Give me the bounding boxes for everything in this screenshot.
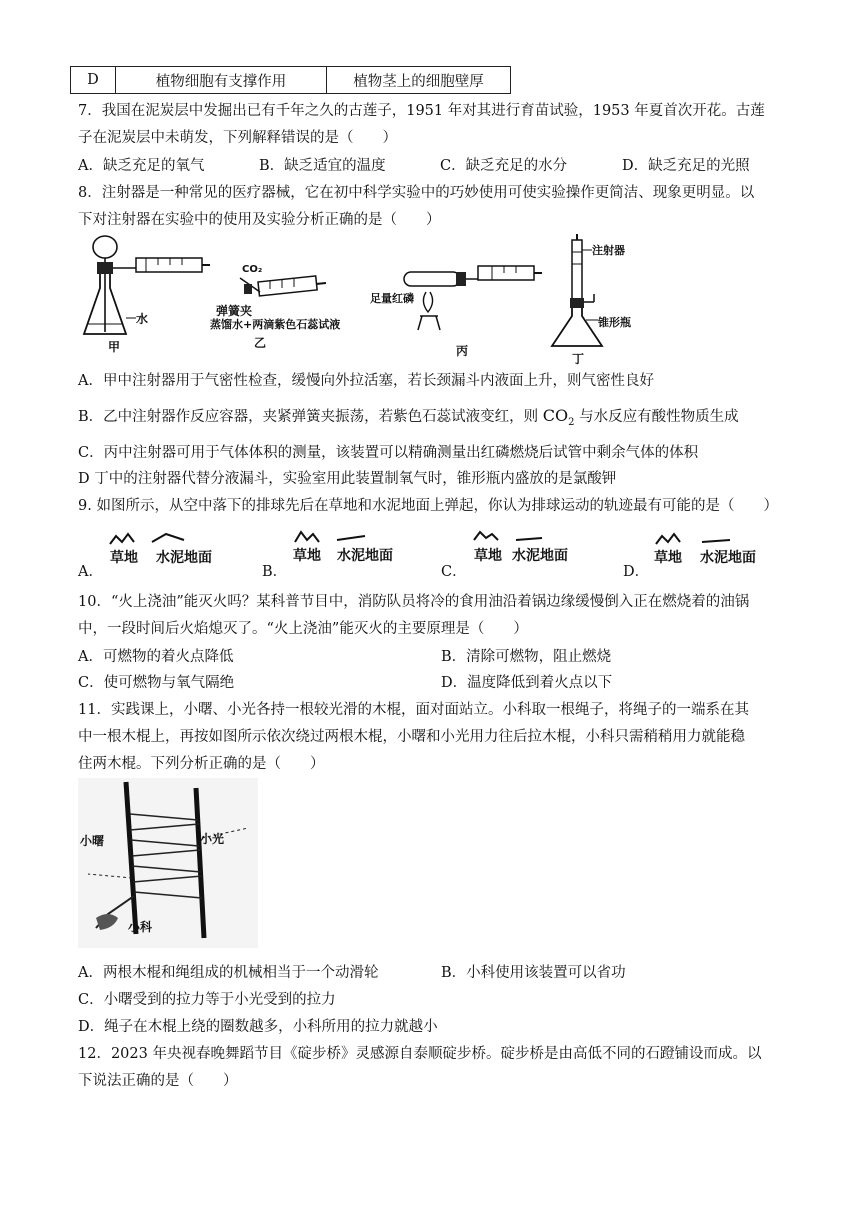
- q9-figure-b: [289, 528, 429, 564]
- q8-option-a: A．甲中注射器用于气密性检查，缓慢向外拉活塞，若长颈漏斗内液面上升，则气密性良好: [78, 373, 654, 389]
- q7-stem-line2: 子在泥炭层中未萌发，下列解释错误的是（ ）: [78, 130, 397, 146]
- answer-table: [70, 66, 511, 94]
- cement-label: 水泥地面: [512, 548, 568, 564]
- grass-label: 草地: [110, 550, 138, 566]
- cement-label: 水泥地面: [337, 548, 393, 564]
- q8-option-b-tail: 与水反应有酸性物质生成: [574, 409, 739, 425]
- label-jia: 甲: [108, 340, 121, 354]
- label-flask: 锥形瓶: [598, 316, 631, 329]
- label-co2: CO₂: [242, 264, 263, 275]
- q11-option-d: D．绳子在木棍上绕的圈数越多，小科所用的拉力就越小: [78, 1019, 438, 1035]
- label-yi: 乙: [254, 336, 267, 350]
- label-litmus: 蒸馏水+两滴紫色石蕊试液: [210, 318, 341, 331]
- cement-label: 水泥地面: [700, 550, 756, 566]
- table-row: [71, 67, 511, 94]
- q10-option-a: A．可燃物的着火点降低: [78, 649, 234, 665]
- q11-stem-line1: 11．实践课上，小曙、小光各持一根较光滑的木棍，面对面站立。小科取一根绳子，将绳子的一端系在其: [78, 702, 749, 718]
- q7-option-b: B．缺乏适宜的温度: [259, 158, 386, 174]
- figure-rope-sticks: [78, 778, 258, 948]
- q11-stem-line2: 中一根木棍上，再按如图所示依次绕过两根木棍，小曙和小光用力往后拉木棍，小科只需稍稍用力就能稳: [78, 729, 745, 745]
- figure-ding: [546, 234, 646, 366]
- q10-stem-line1: 10．“火上浇油”能灭火吗？某科普节目中，消防队员将冷的食用油沿着锅边缘缓慢倒入正在燃烧着的油锅: [78, 594, 750, 610]
- q8-option-c: C．丙中注射器可用于气体体积的测量，该装置可以精确测量出红磷燃烧后试管中剩余气体的体积: [78, 445, 699, 461]
- q9-letter-a: A．: [78, 564, 103, 580]
- co2-formula: CO: [542, 406, 569, 425]
- label-ding: 丁: [572, 352, 585, 366]
- q9-stem: 9. 如图所示，从空中落下的排球先后在草地和水泥地面上弹起，你认为排球运动的轨迹最有可能的是（ ）: [78, 498, 778, 514]
- q8-option-b-text: B．乙中注射器作反应容器，夹紧弹簧夹振荡，若紫色石蕊试液变红，则: [78, 409, 543, 425]
- label-syringe: 注射器: [592, 244, 625, 257]
- q9-letter-b: B．: [262, 564, 288, 580]
- label-water: 水: [136, 312, 149, 326]
- q10-option-d: D．温度降低到着火点以下: [441, 675, 613, 691]
- figure-bing: [370, 246, 550, 358]
- q7-stem-line1: 7．我国在泥炭层中发掘出已有千年之久的古莲子，1951 年对其进行育苗试验，1953 年夏首次开花。古莲: [78, 103, 765, 119]
- cement-label: 水泥地面: [156, 550, 212, 566]
- q7-option-a: A．缺乏充足的氧气: [78, 158, 205, 174]
- grass-label: 草地: [474, 548, 502, 564]
- grass-label: 草地: [293, 548, 321, 564]
- q10-stem-line2: 中，一段时间后火焰熄灭了。“火上浇油”能灭火的主要原理是（ ）: [78, 621, 528, 637]
- q8-stem-line2: 下对注射器在实验中的使用及实验分析正确的是（ ）: [78, 212, 441, 228]
- table-cell-letter: D: [71, 67, 116, 94]
- q10-option-b: B．清除可燃物，阻止燃烧: [441, 649, 612, 665]
- q7-option-c: C．缺乏充足的水分: [440, 158, 568, 174]
- q11-option-b: B．小科使用该装置可以省功: [441, 965, 626, 981]
- q9-figure-c: [470, 528, 610, 564]
- label-bing: 丙: [456, 344, 469, 358]
- label-phosphorus: 足量红磷: [370, 292, 414, 305]
- q11-stem-line3: 住两木棍。下列分析正确的是（ ）: [78, 756, 325, 772]
- label-spring-clamp: 弹簧夹: [216, 304, 253, 318]
- table-cell-structure: 植物茎上的细胞壁厚: [327, 67, 511, 94]
- q9-figure-a: [106, 530, 246, 566]
- co2-subscript: 2: [568, 416, 575, 428]
- flask-funnel-syringe-illustration: [78, 234, 213, 356]
- rope-sticks-illustration: [78, 778, 258, 948]
- q8-option-d: D 丁中的注射器代替分液漏斗，实验室用此装置制氧气时，锥形瓶内盛放的是氯酸钾: [78, 471, 617, 487]
- label-xiaoke: 小科: [128, 920, 153, 934]
- label-xiaoguang: 小光: [200, 832, 225, 846]
- q11-option-a: A．两根木棍和绳组成的机械相当于一个动滑轮: [78, 965, 379, 981]
- figure-yi: [210, 256, 341, 350]
- q9-letter-d: D．: [623, 564, 650, 580]
- q9-letter-c: C．: [441, 564, 467, 580]
- table-cell-phenomenon: 植物细胞有支撑作用: [116, 67, 327, 94]
- q7-option-d: D．缺乏充足的光照: [622, 158, 750, 174]
- q12-stem-line2: 下说法正确的是（ ）: [78, 1073, 238, 1089]
- q9-figure-d: [650, 530, 790, 566]
- q8-option-b: [78, 405, 739, 428]
- q12-stem-line1: 12．2023 年央视春晚舞蹈节目《碇步桥》灵感源自泰顺碇步桥。碇步桥是由高低不同的石蹬铺设而成。以: [78, 1046, 762, 1062]
- q10-option-c: C．使可燃物与氧气隔绝: [78, 675, 235, 691]
- grass-label: 草地: [654, 550, 682, 566]
- q8-stem-line1: 8．注射器是一种常见的医疗器械，它在初中科学实验中的巧妙使用可使实验操作更简洁、现象更明显。以: [78, 185, 755, 201]
- label-xiaoshu: 小曙: [80, 834, 105, 848]
- figure-jia: [78, 234, 213, 356]
- q11-option-c: C．小曙受到的拉力等于小光受到的拉力: [78, 992, 336, 1008]
